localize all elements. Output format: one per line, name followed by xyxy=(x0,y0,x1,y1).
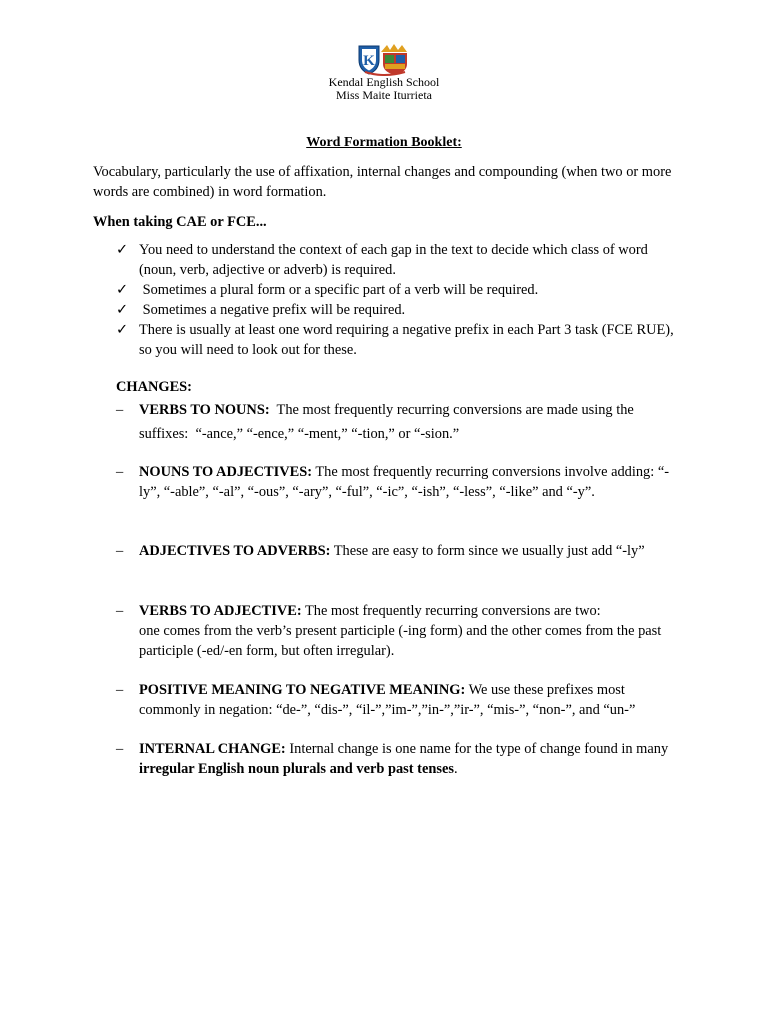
change-label: VERBS TO NOUNS: xyxy=(139,402,270,418)
dash-bullet-icon: – xyxy=(116,682,124,698)
change-label: INTERNAL CHANGE: xyxy=(139,741,286,757)
checkmark-icon: ✓ xyxy=(116,242,129,258)
school-name: Kendal English School xyxy=(328,75,440,89)
change-text-end: . xyxy=(453,761,458,777)
change-label: POSITIVE MEANING TO NEGATIVE MEANING: xyxy=(139,682,466,698)
teacher-name: Miss Maite Iturrieta xyxy=(336,88,432,102)
change-item xyxy=(116,462,682,502)
checklist-item-text: You need to understand the context of each gap in the text to decide which class of word (noun, verb, adjective or adverb) is required. xyxy=(139,242,648,278)
change-item xyxy=(116,680,682,720)
change-text: Internal change is one name for the type of change found in many xyxy=(285,741,672,757)
checklist-item xyxy=(116,280,686,300)
change-label: NOUNS TO ADJECTIVES: xyxy=(139,464,313,480)
dash-bullet-icon: – xyxy=(116,402,124,418)
checklist-item-text: There is usually at least one word requiring a negative prefix in each Part 3 task (FCE RUE), so you will need to look out for these. xyxy=(139,322,674,358)
dash-bullet-icon: – xyxy=(116,543,124,559)
checklist-item xyxy=(116,300,686,320)
change-item xyxy=(116,739,682,779)
checklist-item-text: Sometimes a plural form or a specific part of a verb will be required. xyxy=(139,282,539,298)
change-label: ADJECTIVES TO ADVERBS: xyxy=(139,543,331,559)
checklist-item-text: Sometimes a negative prefix will be required. xyxy=(139,302,406,318)
change-text: The most frequently recurring conversions involve adding: “-ly”, “-able”, “-al”, “-ous”, “-ary”, “-ful”, “-ic”, “-ish”, “-less”, “-like” and “-y”. xyxy=(139,464,670,500)
change-text: The most frequently recurring conversions are made using the suffixes: “-ance,” “-ence,” “-ment,” “-tion,” or “-sion.” xyxy=(139,402,638,442)
school-logo xyxy=(357,42,411,76)
exam-checklist xyxy=(116,240,686,360)
change-text: These are easy to form since we usually just add “-ly” xyxy=(330,543,645,559)
change-text: We use these prefixes most commonly in negation: “de-”, “dis-”, “il-”,”im-”,”in-”,”ir-”, “mis-”, “non-”, and “un-” xyxy=(139,682,636,718)
intro-paragraph: Vocabulary, particularly the use of affixation, internal changes and compounding (when two or more words are combined) in word formation. xyxy=(93,164,672,200)
page-title: Word Formation Booklet: xyxy=(306,135,462,150)
checkmark-icon: ✓ xyxy=(116,282,129,298)
change-item xyxy=(116,601,682,661)
changes-heading: CHANGES: xyxy=(116,379,192,395)
checkmark-icon: ✓ xyxy=(116,322,129,338)
change-item xyxy=(116,398,682,446)
logo-letter: K xyxy=(363,53,375,69)
change-item xyxy=(116,541,682,561)
checklist-item xyxy=(116,240,686,280)
checklist-item xyxy=(116,320,686,360)
change-label: VERBS TO ADJECTIVE: xyxy=(139,603,302,619)
checkmark-icon: ✓ xyxy=(116,302,129,318)
change-emphasis: irregular English noun plurals and verb past tenses xyxy=(139,761,454,777)
exam-heading: When taking CAE or FCE... xyxy=(93,214,267,230)
change-text: The most frequently recurring conversions are two: xyxy=(301,603,601,619)
change-text-continued: one comes from the verb’s present participle (-ing form) and the other comes from the past participle (-ed/-en form, but often irregular). xyxy=(139,623,662,659)
dash-bullet-icon: – xyxy=(116,464,124,480)
dash-bullet-icon: – xyxy=(116,741,124,757)
dash-bullet-icon: – xyxy=(116,603,124,619)
